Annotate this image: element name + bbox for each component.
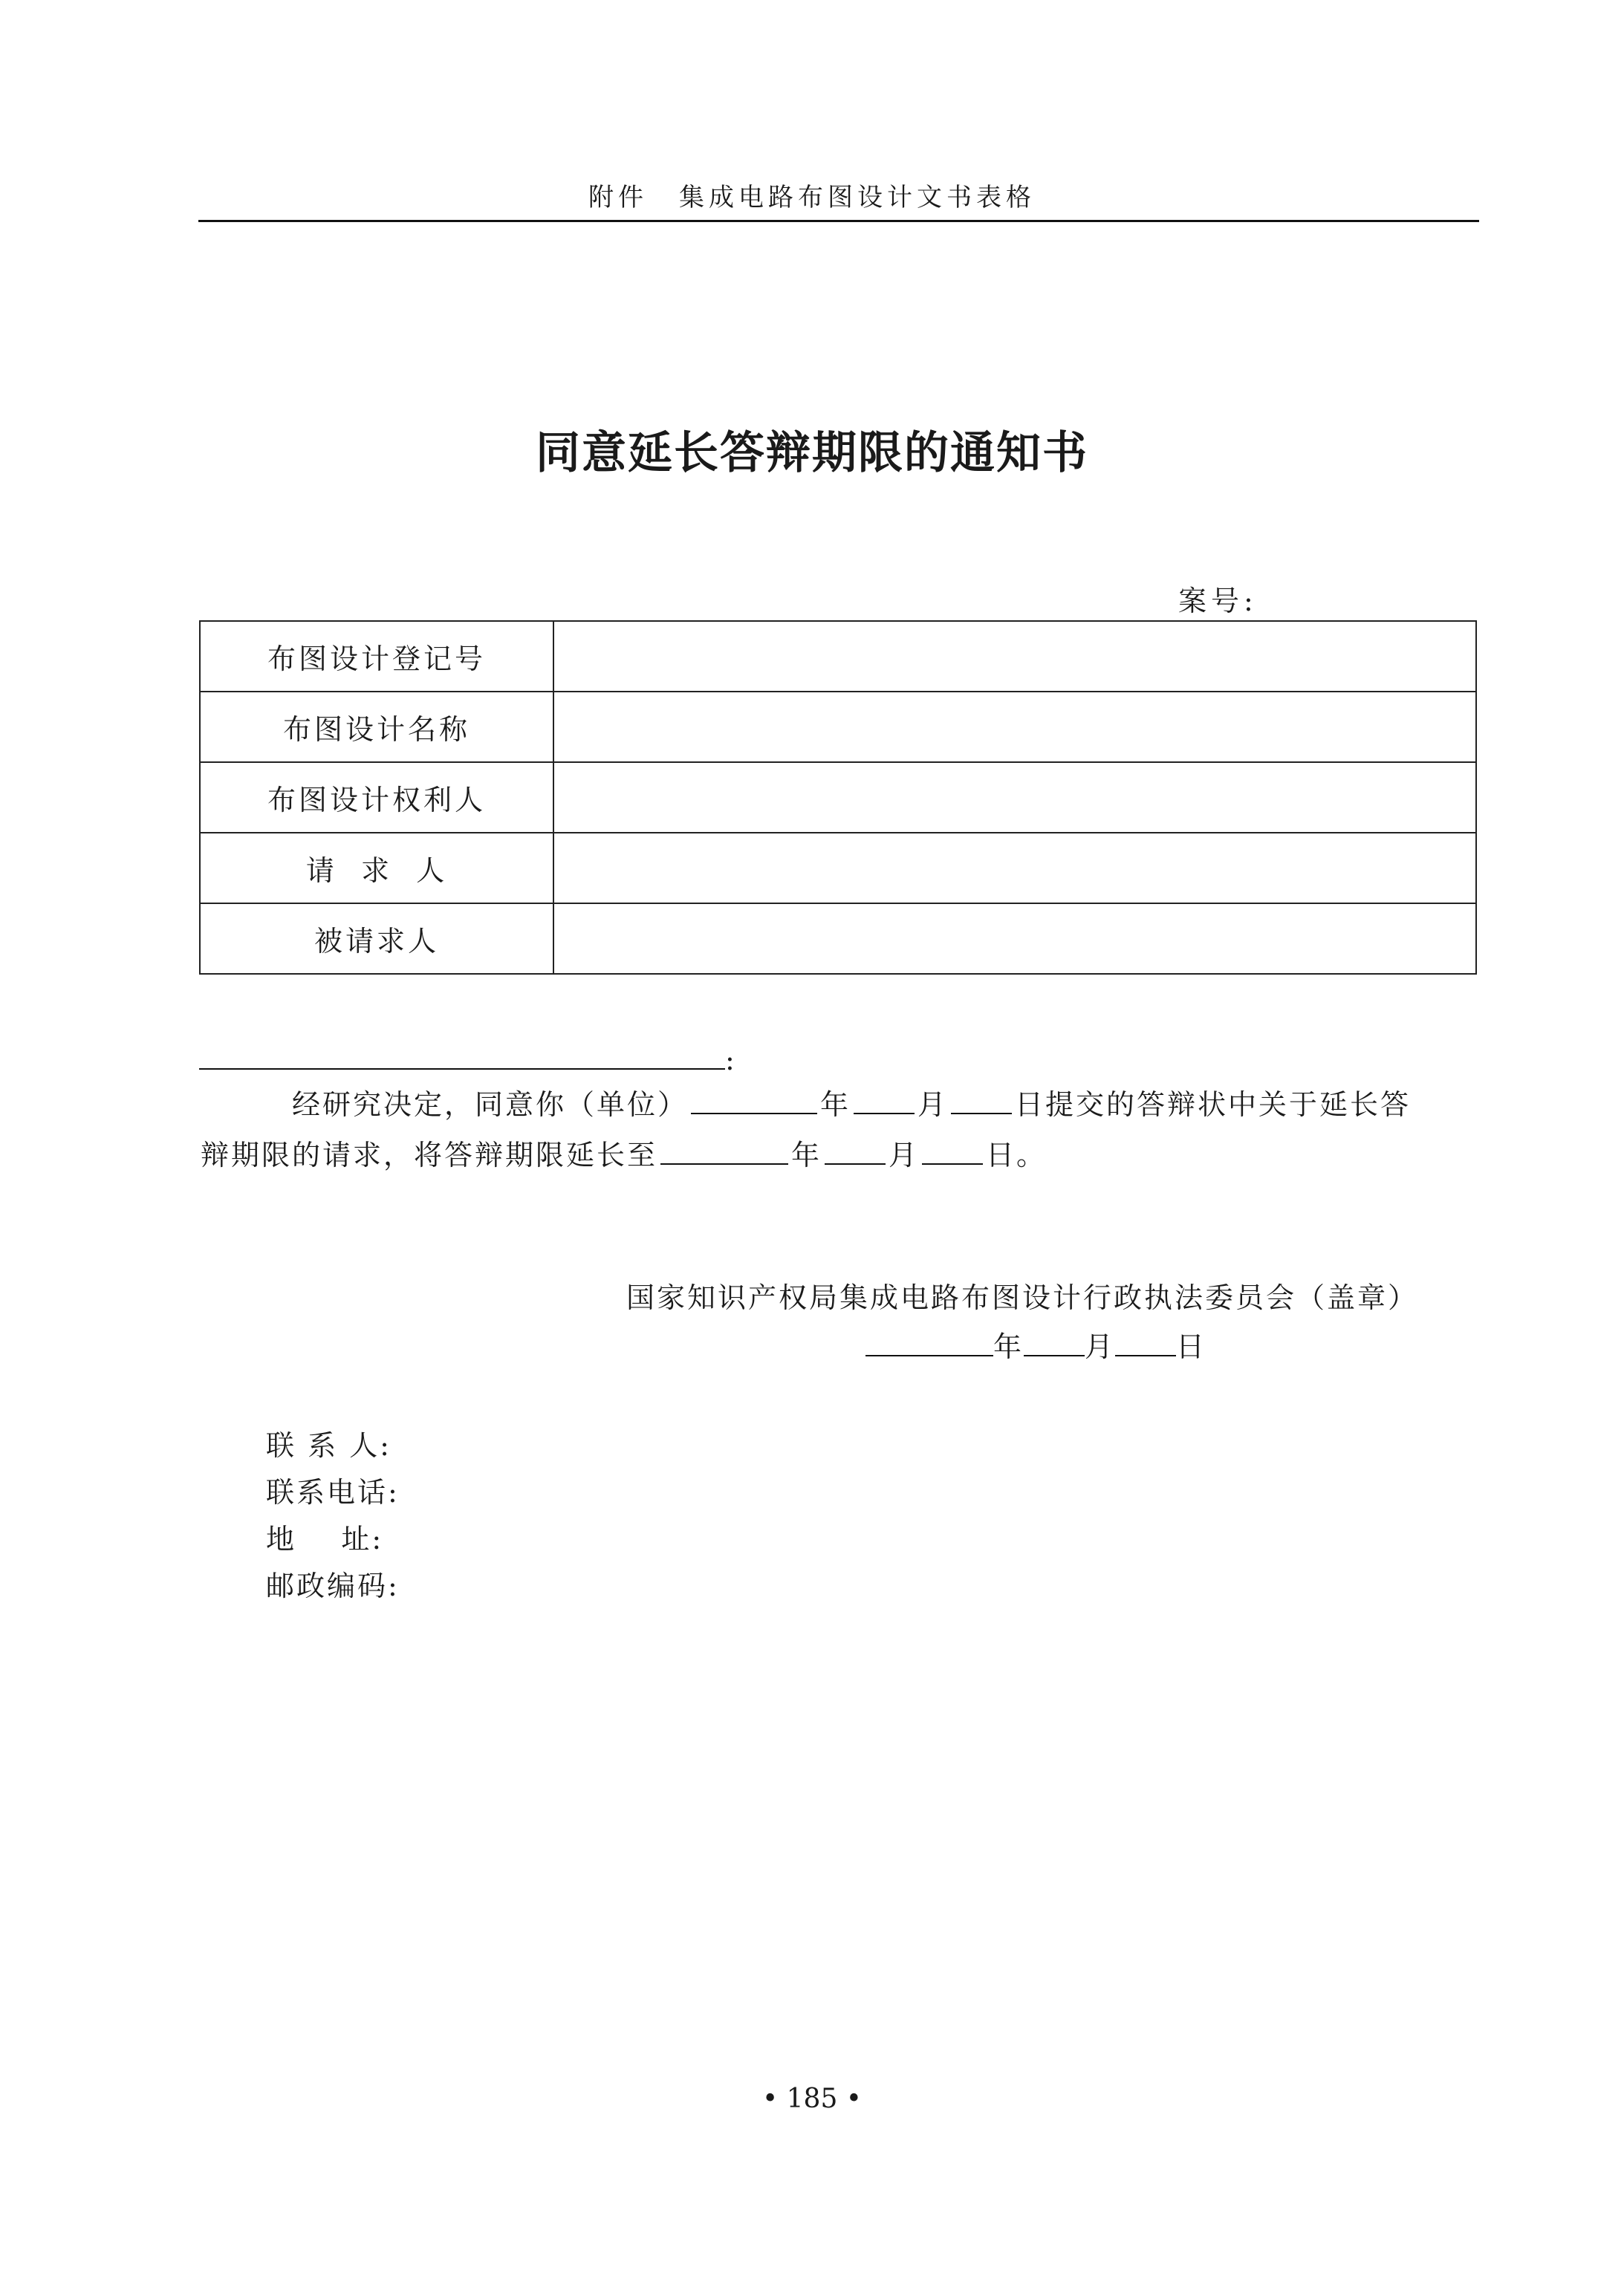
day-label: 日。 [986,1139,1048,1171]
year-label: 年 [993,1330,1024,1363]
table-row [200,833,1476,903]
case-number-label: 案号: [1178,585,1258,617]
table-row [200,692,1476,762]
design-name-field[interactable] [553,692,1476,762]
row-label-design-name: 布图设计名称 [200,692,553,762]
registration-no-field[interactable] [553,621,1476,692]
submit-day-blank[interactable] [951,1083,1012,1114]
signature-date [865,1324,1206,1365]
extension-text: 辩期限的请求，将答辩期限延长至 [201,1139,658,1171]
row-label-right-holder: 布图设计权利人 [200,762,553,833]
requester-field[interactable] [553,833,1476,903]
sign-year-blank[interactable] [865,1325,993,1356]
row-label-respondent: 被请求人 [200,903,553,974]
addressee-line [199,1038,735,1076]
header-divider [198,220,1479,222]
issuing-committee: 国家知识产权局集成电路布图设计行政执法委员会（盖章） [626,1281,1419,1314]
table-row [200,621,1476,692]
extend-day-blank[interactable] [922,1134,983,1165]
header-section: 集成电路布图设计文书表格 [679,183,1036,212]
page-header [0,177,1624,213]
contact-phone [266,1469,400,1510]
contact-person-label: 联 系 人: [266,1429,392,1462]
extend-month-blank[interactable] [825,1134,886,1165]
sign-day-blank[interactable] [1115,1325,1176,1356]
contact-address-label: 地 址: [266,1523,384,1556]
month-label: 月 [917,1088,949,1121]
decision-text: 经研究决定，同意你（单位） [292,1088,689,1121]
layout-design-info-table [199,620,1477,975]
header-prefix: 附件 [588,183,648,212]
month-label: 月 [889,1139,920,1171]
year-label: 年 [791,1139,822,1171]
document-title: 同意延长答辩期限的通知书 [536,427,1088,479]
sign-month-blank[interactable] [1024,1325,1085,1356]
contact-postcode [266,1563,400,1604]
decision-paragraph-line-1 [292,1082,1411,1122]
row-label-registration-no: 布图设计登记号 [200,621,553,692]
extend-year-blank[interactable] [660,1134,788,1165]
day-label: 日 [1176,1330,1207,1363]
respondent-field[interactable] [553,903,1476,974]
submit-month-blank[interactable] [854,1083,915,1114]
decision-text-cont: 日提交的答辩状中关于延长答 [1015,1088,1412,1121]
right-holder-field[interactable] [553,762,1476,833]
year-label: 年 [820,1088,851,1121]
table-row [200,762,1476,833]
decision-paragraph-line-2 [201,1132,1047,1173]
contact-person [266,1423,400,1463]
addressee-colon: : [725,1044,735,1076]
row-label-requester: 请 求 人 [200,833,553,903]
month-label: 月 [1085,1330,1116,1363]
table-row [200,903,1476,974]
contact-address [266,1516,400,1557]
submit-year-blank[interactable] [691,1083,817,1114]
page-number: • 185 • [761,2084,863,2114]
contact-phone-label: 联系电话: [266,1476,400,1509]
addressee-blank[interactable] [199,1038,725,1070]
contact-postcode-label: 邮政编码: [266,1570,400,1602]
